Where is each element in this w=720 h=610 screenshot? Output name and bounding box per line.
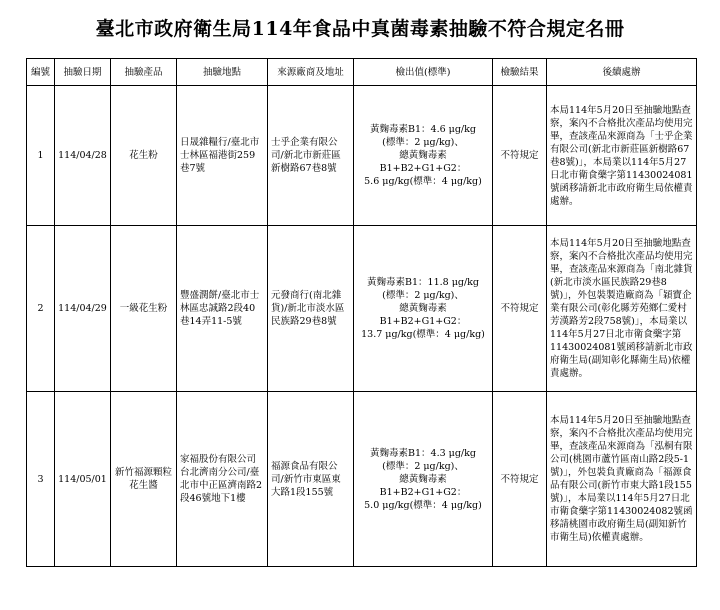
row-value xyxy=(354,392,493,567)
header-cell-followup: 後續處辦 xyxy=(547,59,697,86)
value-line: 總黃麴毒素B1+B2+G1+G2： xyxy=(379,473,467,498)
header-cell-value: 檢出值(標準) xyxy=(354,59,493,86)
row-value xyxy=(354,86,493,226)
document-title: 臺北市政府衛生局114年食品中真菌毒素抽驗不符合規定名冊 xyxy=(95,18,625,40)
row-date: 114/04/29 xyxy=(55,226,111,392)
value-line: 總黃麴毒素B1+B2+G1+G2： xyxy=(379,303,467,327)
value-line: (標準：2 μg/kg)、 xyxy=(382,290,464,301)
row-source: 福源食品有限公司/新竹市東區東大路1段155號 xyxy=(268,392,354,567)
row-result: 不符規定 xyxy=(493,226,547,392)
row-followup: 本局114年5月20日至抽驗地點查察，案內不合格批次產品均使用完畢，查該產品來源商為「泓桐有限公司(桃園市蘆竹區南山路2段5-1號)」，外包裝負責廠商為「福源食品有限公司(新竹市東大路1段155號)」，本局業以114年5月27日北市衛食藥字第11430024082號函移請桃園市政府衛生局(副知新竹市衛生局)依權責處辦。 xyxy=(547,392,697,567)
value-line: 5.6 μg/kg(標準：4 μg/kg) xyxy=(364,176,482,187)
row-date: 114/05/01 xyxy=(55,392,111,567)
header-cell-date: 抽驗日期 xyxy=(55,59,111,86)
row-location: 家福股份有限公司台北濟南分公司/臺北市中正區濟南路2段46號地下1樓 xyxy=(177,392,268,567)
value-line: 5.0 μg/kg(標準：4 μg/kg) xyxy=(364,499,482,511)
row-source: 士乎企業有限公司/新北市新莊區新樹路67巷8號 xyxy=(268,86,354,226)
row-result: 不符規定 xyxy=(493,392,547,567)
row-value xyxy=(354,226,493,392)
header-cell-result: 檢驗結果 xyxy=(493,59,547,86)
row-followup: 本局114年5月20日至抽驗地點查察，案內不合格批次產品均使用完畢，查該產品來源商為「南北雜貨(新北市淡水區民族路29巷8號)」，外包裝製造廠商為「穎寶企業有限公司(彰化縣芳苑鄉仁愛村芳漢路芳2段758號)」，本局業以114年5月27日北市衛食藥字第11430024081號函移請新北市政府衛生局(副知彰化縣衛生局)依權責處辦。 xyxy=(547,226,697,392)
row-no: 3 xyxy=(27,392,55,567)
row-no: 1 xyxy=(27,86,55,226)
row-result: 不符規定 xyxy=(493,86,547,226)
row-location: 豐盛潤餅/臺北市士林區忠誠路2段40巷14弄11-5號 xyxy=(177,226,268,392)
row-product: 新竹福源顆粒花生醬 xyxy=(111,392,177,567)
value-line: (標準：2 μg/kg)、 xyxy=(382,137,464,148)
header-cell-product: 抽驗產品 xyxy=(111,59,177,86)
table-row xyxy=(27,392,697,567)
row-no: 2 xyxy=(27,226,55,392)
value-line: 黃麴毒素B1：11.8 μg/kg xyxy=(367,277,479,288)
header-cell-location: 抽驗地點 xyxy=(177,59,268,86)
row-location: 日晟雜糧行/臺北市士林區福港街259巷7號 xyxy=(177,86,268,226)
row-product: 花生粉 xyxy=(111,86,177,226)
table-row xyxy=(27,226,697,392)
row-product: 一級花生粉 xyxy=(111,226,177,392)
value-line: 黃麴毒素B1：4.6 μg/kg xyxy=(370,124,476,135)
value-line: 總黃麴毒素B1+B2+G1+G2： xyxy=(379,150,467,174)
value-line: 13.7 μg/kg(標準：4 μg/kg) xyxy=(361,329,485,340)
table-header-row xyxy=(27,59,697,86)
value-line: (標準：2 μg/kg)、 xyxy=(382,460,464,472)
header-cell-source: 來源廠商及地址 xyxy=(268,59,354,86)
row-date: 114/04/28 xyxy=(55,86,111,226)
header-cell-no: 編號 xyxy=(27,59,55,86)
noncompliance-table xyxy=(26,58,697,567)
table-row xyxy=(27,86,697,226)
row-source: 元發商行(南北雜貨)/新北市淡水區民族路29巷8號 xyxy=(268,226,354,392)
value-line: 黃麴毒素B1：4.3 μg/kg xyxy=(370,447,476,459)
row-followup: 本局114年5月20日至抽驗地點查察，案內不合格批次產品均使用完畢，查該產品來源商為「士乎企業有限公司(新北市新莊區新樹路67巷8號)」，本局業以114年5月27日北市衛食藥字第11430024081號函移請新北市政府衛生局依權責處辦。 xyxy=(547,86,697,226)
